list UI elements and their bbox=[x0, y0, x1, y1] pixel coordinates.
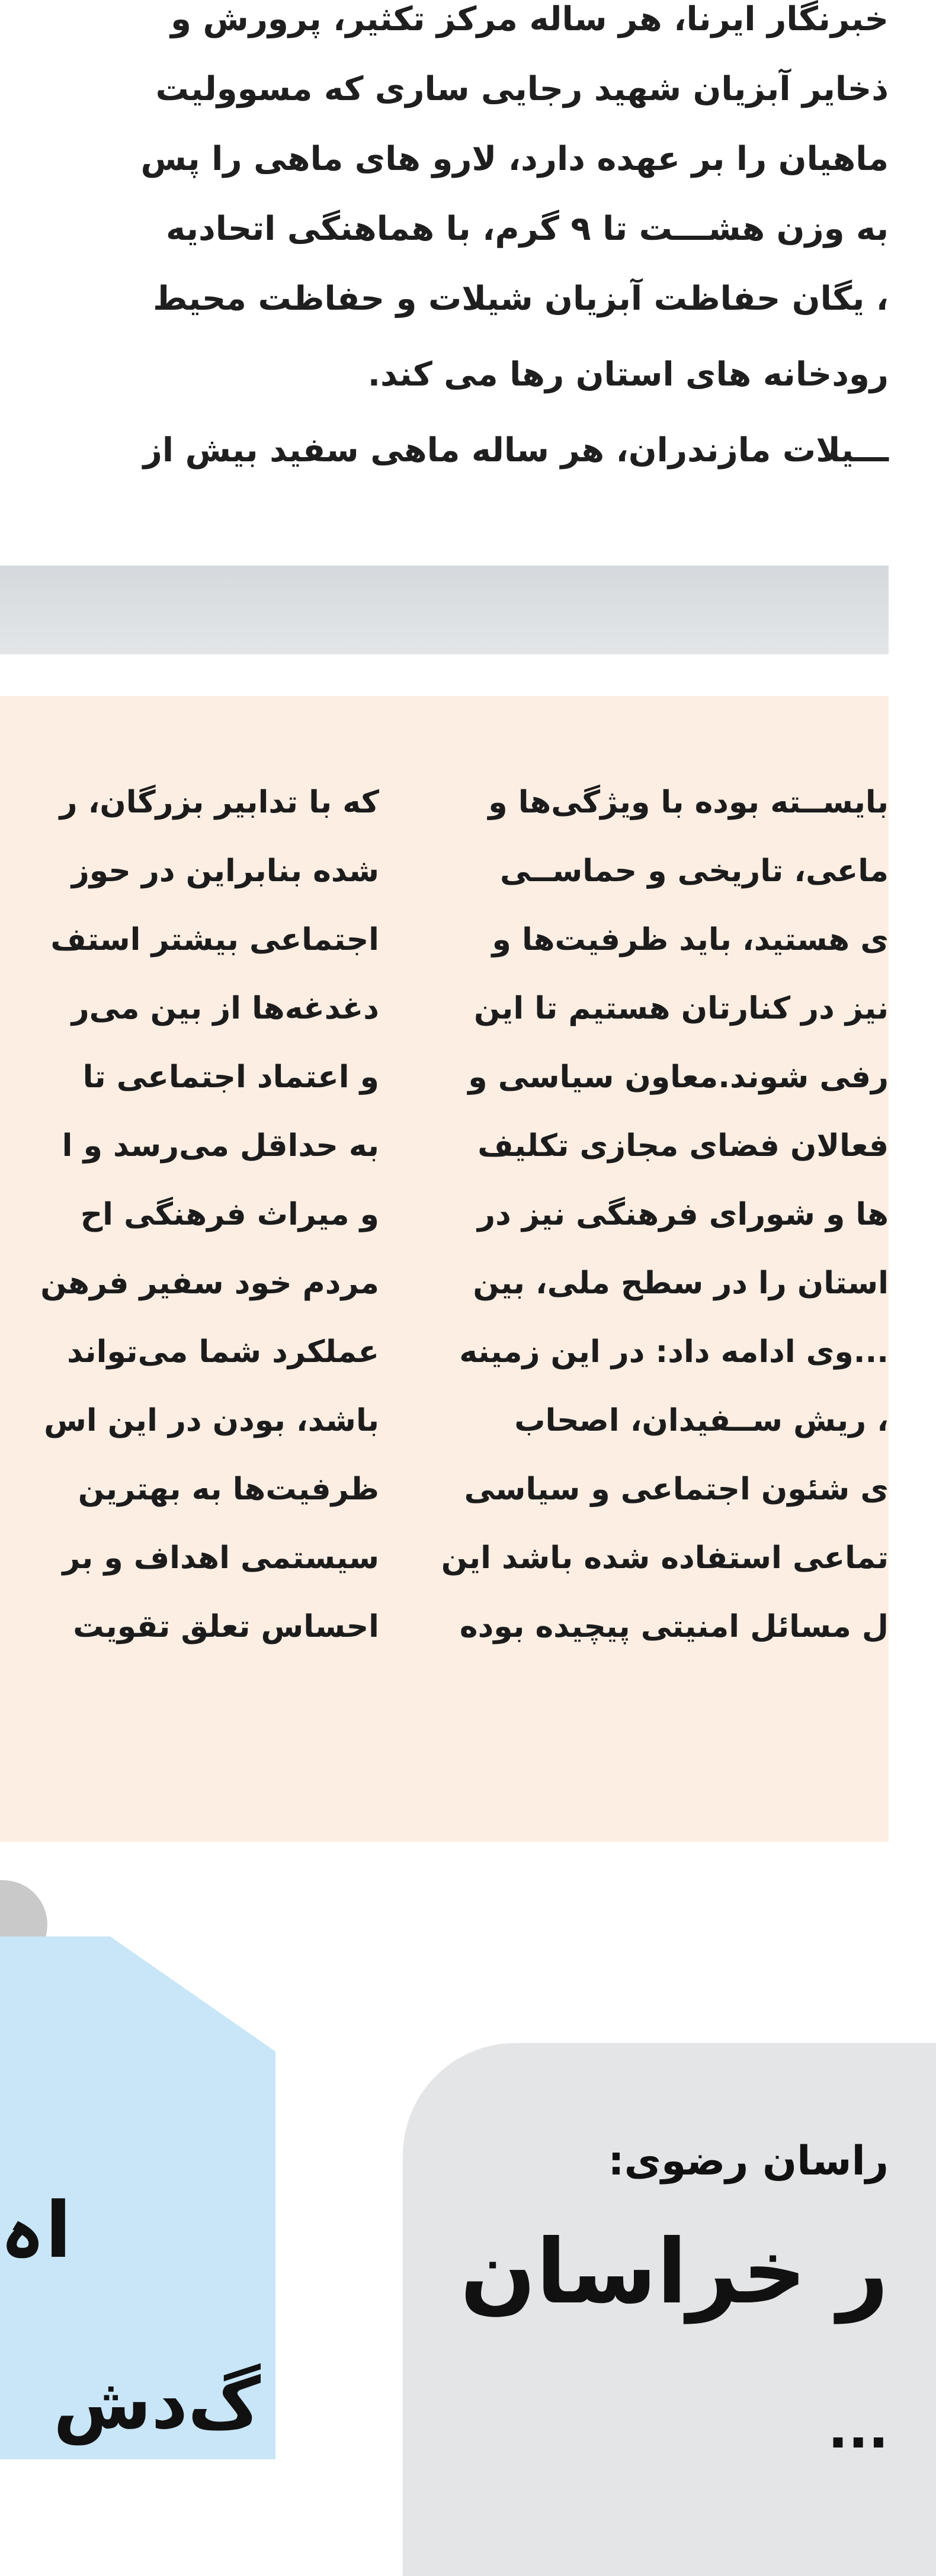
column-line: ل مسائل امنیتی پیچیده بوده bbox=[459, 1609, 889, 1644]
column-line: دغدغه‌ها از بین می‌ر bbox=[71, 991, 379, 1026]
top-article-line: به وزن هشـــت تا ۹ گرم، با هماهنگی اتحادیه bbox=[166, 210, 889, 248]
top-article bbox=[0, 0, 889, 515]
column-line: ی شئون اجتماعی و سیاسی bbox=[464, 1472, 889, 1507]
column-line: سیستمی اهداف و بر bbox=[62, 1540, 379, 1576]
column-line: بایســته بوده با ویژگی‌ها و bbox=[488, 785, 889, 820]
top-article-line: خبرنگار ایرنا، هر ساله مرکز تکثیر، پرورش و bbox=[171, 0, 889, 38]
top-article-line: رودخانه های استان رها می کند. bbox=[367, 355, 889, 394]
column-line: عملکرد شما می‌تواند bbox=[67, 1334, 379, 1370]
top-article-line: ماهیان را بر عهده دارد، لارو های ماهی را پس bbox=[140, 140, 889, 178]
column-line: ، ریش ســفیدان، اصحاب bbox=[514, 1403, 889, 1438]
right-column bbox=[429, 696, 889, 1842]
left-column bbox=[0, 696, 379, 1842]
beige-article-box bbox=[0, 696, 889, 1842]
column-line: نیز در کنارتان هستیم تا این bbox=[474, 991, 889, 1026]
column-line: شده بنابراین در حوز bbox=[71, 853, 379, 889]
separator-band bbox=[0, 566, 889, 654]
column-line: باشد، بودن در این اس bbox=[44, 1403, 379, 1438]
top-article-line: ـــیلات مازندران، هر ساله ماهی سفید بیش از bbox=[143, 431, 889, 470]
column-line: و میراث فرهنگی اح bbox=[80, 1197, 379, 1232]
column-line: رفی شوند.معاون سیاسی و bbox=[468, 1059, 889, 1095]
column-line: ...وی ادامه داد: در این زمینه bbox=[459, 1334, 889, 1370]
column-line: تماعی استفاده شده باشد این bbox=[441, 1540, 889, 1576]
column-line: ماعی، تاریخی و حماســی bbox=[500, 853, 889, 889]
grey-card-headline: ر خراسان bbox=[460, 2221, 889, 2324]
column-line: استان را در سطح ملی، بین bbox=[473, 1265, 889, 1301]
column-line: فعالان فضای مجازی تکلیف bbox=[477, 1128, 889, 1164]
top-article-line: ، یگان حفاظت آبزیان شیلات و حفاظت محیط bbox=[153, 280, 889, 318]
column-line: که با تدابیر بزرگان، ر bbox=[59, 785, 379, 820]
column-line: ظرفیت‌ها به بهترین bbox=[78, 1472, 379, 1507]
column-line: ی هستید، باید ظرفیت‌ها و bbox=[492, 922, 889, 958]
column-line: و اعتماد اجتماعی تا bbox=[82, 1059, 379, 1095]
blue-panel-headline: اہ bbox=[0, 2185, 72, 2275]
grey-card-line3: ... bbox=[828, 2398, 889, 2461]
column-line: ها و شورای فرهنگی نیز در bbox=[477, 1197, 889, 1232]
column-line: اجتماعی بیشتر استف bbox=[50, 922, 379, 958]
top-article-line: ذخایر آبزیان شهید رجایی ساری که مسوولیت bbox=[155, 70, 889, 108]
column-line: احساس تعلق تقویت bbox=[73, 1609, 379, 1644]
blue-panel-subline: گ‌د‌ش bbox=[53, 2363, 261, 2445]
column-line: مردم خود سفیر فرهن bbox=[40, 1265, 379, 1301]
column-line: به حداقل می‌رسد و ا bbox=[62, 1128, 379, 1164]
grey-card-kicker: راسان رضوی: bbox=[608, 2138, 889, 2185]
